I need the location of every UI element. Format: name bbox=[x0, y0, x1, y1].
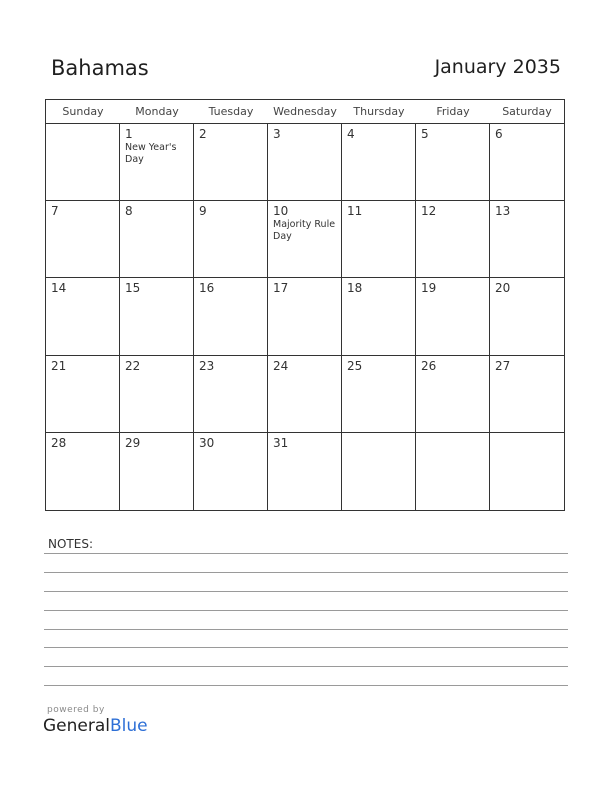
day-number: 13 bbox=[495, 204, 511, 219]
day-number: 28 bbox=[51, 435, 67, 450]
day-number: 25 bbox=[347, 358, 363, 373]
weekday-thursday: Thursday bbox=[353, 105, 405, 118]
day-cell bbox=[490, 356, 564, 433]
day-cell bbox=[194, 356, 268, 433]
weekday-saturday: Saturday bbox=[502, 105, 552, 118]
day-number: 9 bbox=[199, 204, 207, 219]
day-cell bbox=[46, 124, 120, 201]
day-number: 11 bbox=[347, 204, 363, 219]
day-cell bbox=[194, 124, 268, 201]
day-cell bbox=[416, 356, 490, 433]
day-number: 15 bbox=[125, 281, 141, 296]
day-cell bbox=[120, 124, 194, 201]
day-cell bbox=[194, 201, 268, 278]
note-line bbox=[44, 685, 568, 686]
day-cell bbox=[120, 201, 194, 278]
day-number: 16 bbox=[199, 281, 215, 296]
day-number: 3 bbox=[273, 127, 281, 141]
day-number: 14 bbox=[51, 281, 67, 296]
day-cell bbox=[416, 433, 490, 510]
day-cell bbox=[268, 201, 342, 278]
day-number: 20 bbox=[495, 281, 511, 296]
note-line bbox=[44, 666, 568, 667]
day-cell bbox=[268, 124, 342, 201]
note-line bbox=[44, 647, 568, 648]
day-cell bbox=[416, 124, 490, 201]
holiday-label: New Year's Day bbox=[125, 142, 177, 165]
day-cell bbox=[120, 278, 194, 355]
day-cell bbox=[342, 124, 416, 201]
day-number: 12 bbox=[421, 204, 437, 219]
day-cell bbox=[490, 201, 564, 278]
weekday-sunday: Sunday bbox=[62, 105, 104, 118]
day-cell bbox=[46, 201, 120, 278]
day-cell bbox=[46, 278, 120, 355]
day-cell bbox=[490, 433, 564, 510]
month-year-title: January 2035 bbox=[434, 56, 561, 78]
day-cell bbox=[416, 278, 490, 355]
logo-blue-text: Blue bbox=[110, 716, 148, 736]
powered-by-text: powered by bbox=[47, 705, 105, 715]
weekday-friday: Friday bbox=[436, 105, 470, 118]
day-cell bbox=[342, 356, 416, 433]
day-cell bbox=[46, 433, 120, 510]
note-line bbox=[44, 553, 568, 554]
day-number: 4 bbox=[347, 127, 355, 141]
day-number: 29 bbox=[125, 435, 141, 450]
generalblue-logo bbox=[43, 716, 148, 736]
day-number: 31 bbox=[273, 435, 289, 450]
day-number: 7 bbox=[51, 204, 59, 219]
day-cell bbox=[490, 124, 564, 201]
day-number: 1 bbox=[125, 127, 133, 141]
day-number: 6 bbox=[495, 127, 503, 141]
day-number: 22 bbox=[125, 358, 141, 373]
day-cell bbox=[416, 201, 490, 278]
weekday-monday: Monday bbox=[135, 105, 179, 118]
day-number: 26 bbox=[421, 358, 437, 373]
day-number: 8 bbox=[125, 204, 133, 219]
day-number: 24 bbox=[273, 358, 289, 373]
notes-label: NOTES: bbox=[48, 537, 93, 551]
day-cell bbox=[342, 433, 416, 510]
day-cell bbox=[120, 433, 194, 510]
day-number: 18 bbox=[347, 281, 363, 296]
day-cell bbox=[342, 278, 416, 355]
day-number: 19 bbox=[421, 281, 437, 296]
day-cell bbox=[268, 356, 342, 433]
day-cell bbox=[268, 433, 342, 510]
note-line bbox=[44, 629, 568, 630]
calendar-grid bbox=[45, 99, 565, 511]
day-number: 10 bbox=[273, 204, 289, 219]
day-number: 2 bbox=[199, 127, 207, 141]
day-cell bbox=[194, 433, 268, 510]
day-cell bbox=[490, 278, 564, 355]
day-cell bbox=[46, 356, 120, 433]
note-line bbox=[44, 591, 568, 592]
weekday-wednesday: Wednesday bbox=[273, 105, 337, 118]
day-cell bbox=[194, 278, 268, 355]
logo-general-text: General bbox=[43, 716, 110, 736]
day-number: 17 bbox=[273, 281, 289, 296]
holiday-label: Majority Rule Day bbox=[273, 219, 336, 243]
day-number: 30 bbox=[199, 435, 215, 450]
day-number: 21 bbox=[51, 358, 67, 373]
day-number: 5 bbox=[421, 127, 429, 141]
day-number: 27 bbox=[495, 358, 511, 373]
day-cells bbox=[46, 124, 564, 510]
country-title: Bahamas bbox=[51, 56, 149, 80]
day-cell bbox=[268, 278, 342, 355]
weekday-header-row bbox=[46, 100, 564, 124]
day-number: 23 bbox=[199, 358, 215, 373]
weekday-tuesday: Tuesday bbox=[208, 105, 254, 118]
day-cell bbox=[120, 356, 194, 433]
day-cell bbox=[342, 201, 416, 278]
note-line bbox=[44, 610, 568, 611]
note-line bbox=[44, 572, 568, 573]
